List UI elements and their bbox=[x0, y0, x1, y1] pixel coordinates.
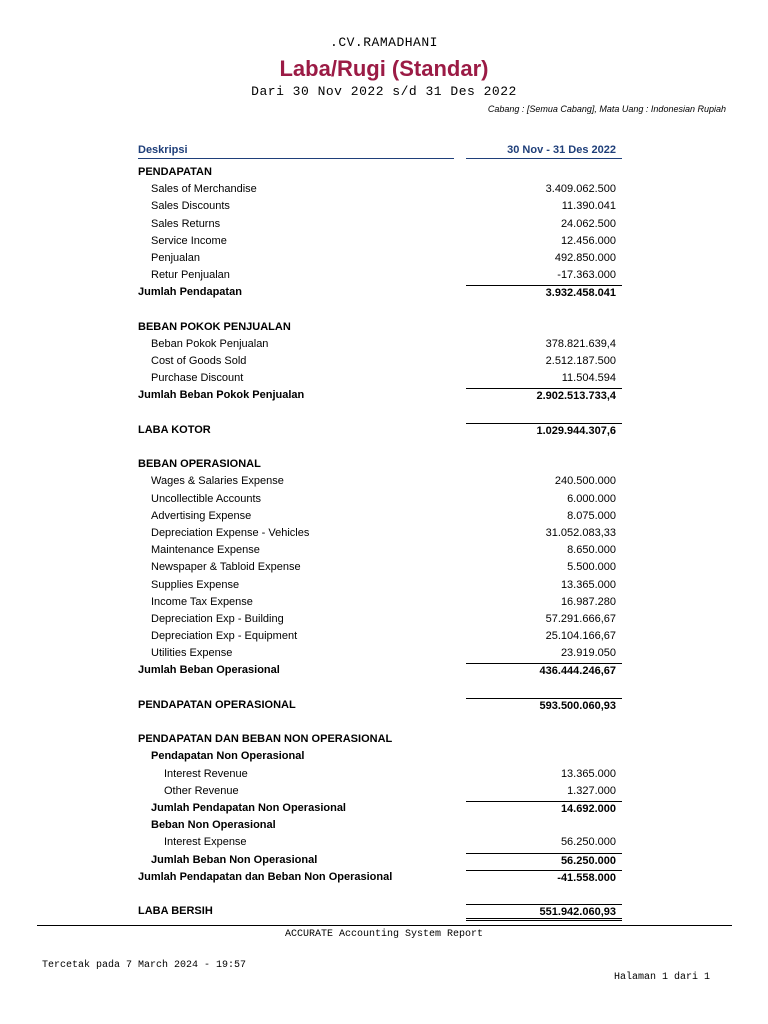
row-label: Interest Expense bbox=[164, 836, 247, 849]
row-label: Interest Revenue bbox=[164, 767, 248, 780]
row-label: Depreciation Expense - Vehicles bbox=[151, 526, 310, 539]
row-amount: 56.250.000 bbox=[560, 836, 616, 849]
report-table bbox=[0, 165, 768, 921]
row-label: PENDAPATAN OPERASIONAL bbox=[138, 698, 296, 711]
row-amount: 8.650.000 bbox=[567, 544, 616, 557]
report-row bbox=[0, 835, 768, 852]
row-label: Wages & Salaries Expense bbox=[151, 475, 284, 488]
row-amount: 25.104.166,67 bbox=[545, 630, 616, 643]
row-amount: 551.942.060,93 bbox=[466, 904, 622, 921]
row-label: BEBAN OPERASIONAL bbox=[138, 458, 261, 471]
row-label: Depreciation Exp - Building bbox=[151, 612, 284, 625]
row-amount: 8.075.000 bbox=[567, 509, 616, 522]
report-row bbox=[0, 182, 768, 199]
report-row bbox=[0, 818, 768, 835]
report-row bbox=[0, 337, 768, 354]
row-amount: 56.250.000 bbox=[466, 853, 622, 867]
column-header-description: Deskripsi bbox=[138, 144, 454, 159]
report-period: Dari 30 Nov 2022 s/d 31 Des 2022 bbox=[251, 84, 517, 99]
row-label: Depreciation Exp - Equipment bbox=[151, 630, 298, 643]
report-row bbox=[0, 904, 768, 921]
report-row bbox=[0, 354, 768, 371]
row-label: Purchase Discount bbox=[151, 372, 244, 385]
report-row bbox=[0, 853, 768, 870]
row-amount: 13.365.000 bbox=[560, 578, 616, 591]
company-name: .CV.RAMADHANI bbox=[330, 35, 438, 50]
report-title: Laba/Rugi (Standar) bbox=[279, 56, 489, 81]
report-row bbox=[0, 474, 768, 491]
report-row bbox=[0, 492, 768, 509]
column-header-amount bbox=[466, 144, 622, 159]
row-label: Other Revenue bbox=[164, 784, 239, 797]
report-row bbox=[0, 646, 768, 663]
row-label: Penjualan bbox=[151, 251, 200, 264]
row-amount: 240.500.000 bbox=[554, 475, 616, 488]
row-label: Beban Non Operasional bbox=[151, 819, 276, 832]
row-label: Jumlah Pendapatan bbox=[138, 286, 242, 299]
column-header-amount-label: 30 Nov - 31 Des 2022 bbox=[507, 144, 616, 156]
report-row bbox=[0, 612, 768, 629]
row-label: Jumlah Pendapatan dan Beban Non Operasional bbox=[138, 870, 393, 883]
spacer-row bbox=[0, 887, 768, 904]
row-amount: 3.409.062.500 bbox=[545, 183, 616, 196]
report-row bbox=[0, 285, 768, 302]
row-label: Sales Discounts bbox=[151, 200, 230, 213]
row-label: Retur Penjualan bbox=[151, 269, 230, 282]
row-amount: 1.029.944.307,6 bbox=[466, 423, 622, 437]
spacer-row bbox=[0, 681, 768, 698]
row-label: Pendapatan Non Operasional bbox=[151, 750, 305, 763]
row-amount: 3.932.458.041 bbox=[466, 285, 622, 299]
row-label: Income Tax Expense bbox=[151, 595, 253, 608]
row-amount: 31.052.083,33 bbox=[545, 526, 616, 539]
row-amount: 2.902.513.733,4 bbox=[466, 388, 622, 402]
spacer-row bbox=[0, 303, 768, 320]
row-label: Cost of Goods Sold bbox=[151, 355, 247, 368]
report-row bbox=[0, 251, 768, 268]
report-row bbox=[0, 457, 768, 474]
row-amount: 5.500.000 bbox=[567, 561, 616, 574]
report-row bbox=[0, 509, 768, 526]
row-label: Sales of Merchandise bbox=[151, 183, 257, 196]
report-row bbox=[0, 543, 768, 560]
report-row bbox=[0, 217, 768, 234]
report-row bbox=[0, 199, 768, 216]
row-label: Newspaper & Tabloid Expense bbox=[151, 561, 301, 574]
row-amount: 24.062.500 bbox=[560, 217, 616, 230]
row-amount: 593.500.060,93 bbox=[466, 698, 622, 712]
report-row bbox=[0, 165, 768, 182]
row-amount: 1.327.000 bbox=[567, 784, 616, 797]
report-row bbox=[0, 526, 768, 543]
row-label: Jumlah Pendapatan Non Operasional bbox=[151, 801, 346, 814]
report-row bbox=[0, 767, 768, 784]
row-label: Maintenance Expense bbox=[151, 544, 260, 557]
report-row bbox=[0, 595, 768, 612]
row-amount: 492.850.000 bbox=[554, 251, 616, 264]
report-row bbox=[0, 732, 768, 749]
report-row bbox=[0, 320, 768, 337]
row-amount: 6.000.000 bbox=[567, 492, 616, 505]
spacer-row bbox=[0, 406, 768, 423]
row-label: BEBAN POKOK PENJUALAN bbox=[138, 320, 291, 333]
footer-system-label: ACCURATE Accounting System Report bbox=[284, 929, 484, 940]
report-row bbox=[0, 784, 768, 801]
spacer-row bbox=[0, 440, 768, 457]
footer-divider bbox=[37, 925, 732, 926]
row-label: Supplies Expense bbox=[151, 578, 240, 591]
row-label: Uncollectible Accounts bbox=[151, 492, 262, 505]
printed-timestamp: Tercetak pada 7 March 2024 - 19:57 bbox=[42, 960, 247, 971]
row-label: Utilities Expense bbox=[151, 647, 233, 660]
row-label: LABA KOTOR bbox=[138, 423, 211, 436]
row-amount: -17.363.000 bbox=[557, 269, 616, 282]
page-number: Halaman 1 dari 1 bbox=[613, 972, 710, 983]
row-amount: 11.390.041 bbox=[561, 200, 616, 213]
row-label: Service Income bbox=[151, 234, 227, 247]
row-amount: 436.444.246,67 bbox=[466, 663, 622, 677]
row-amount: 16.987.280 bbox=[560, 595, 616, 608]
row-amount: -41.558.000 bbox=[466, 870, 622, 884]
row-label: Jumlah Beban Operasional bbox=[138, 664, 280, 677]
row-label: Sales Returns bbox=[151, 217, 221, 230]
row-amount: 11.504.594 bbox=[561, 372, 616, 385]
row-label: Advertising Expense bbox=[151, 509, 252, 522]
row-label: Beban Pokok Penjualan bbox=[151, 337, 269, 350]
report-row bbox=[0, 268, 768, 285]
row-label: PENDAPATAN bbox=[138, 166, 212, 178]
report-row bbox=[0, 423, 768, 440]
row-amount: 23.919.050 bbox=[560, 647, 616, 660]
report-row bbox=[0, 578, 768, 595]
report-row bbox=[0, 371, 768, 388]
spacer-row bbox=[0, 715, 768, 732]
row-amount: 2.512.187.500 bbox=[545, 355, 616, 368]
report-row bbox=[0, 663, 768, 680]
report-row bbox=[0, 629, 768, 646]
report-row bbox=[0, 234, 768, 251]
report-row bbox=[0, 388, 768, 405]
row-label: Jumlah Beban Non Operasional bbox=[151, 853, 318, 866]
branch-currency-info: Cabang : [Semua Cabang], Mata Uang : Indonesian Rupiah bbox=[487, 104, 726, 114]
row-label: LABA BERSIH bbox=[138, 905, 213, 918]
row-amount: 14.692.000 bbox=[466, 801, 622, 815]
row-amount: 12.456.000 bbox=[560, 234, 616, 247]
row-amount: 13.365.000 bbox=[560, 767, 616, 780]
row-amount: 57.291.666,67 bbox=[545, 612, 616, 625]
row-label: PENDAPATAN DAN BEBAN NON OPERASIONAL bbox=[138, 733, 393, 746]
row-amount: 378.821.639,4 bbox=[545, 337, 616, 350]
report-row bbox=[0, 749, 768, 766]
report-row bbox=[0, 870, 768, 887]
report-row bbox=[0, 698, 768, 715]
row-label: Jumlah Beban Pokok Penjualan bbox=[138, 389, 305, 402]
report-row bbox=[0, 560, 768, 577]
report-row bbox=[0, 801, 768, 818]
